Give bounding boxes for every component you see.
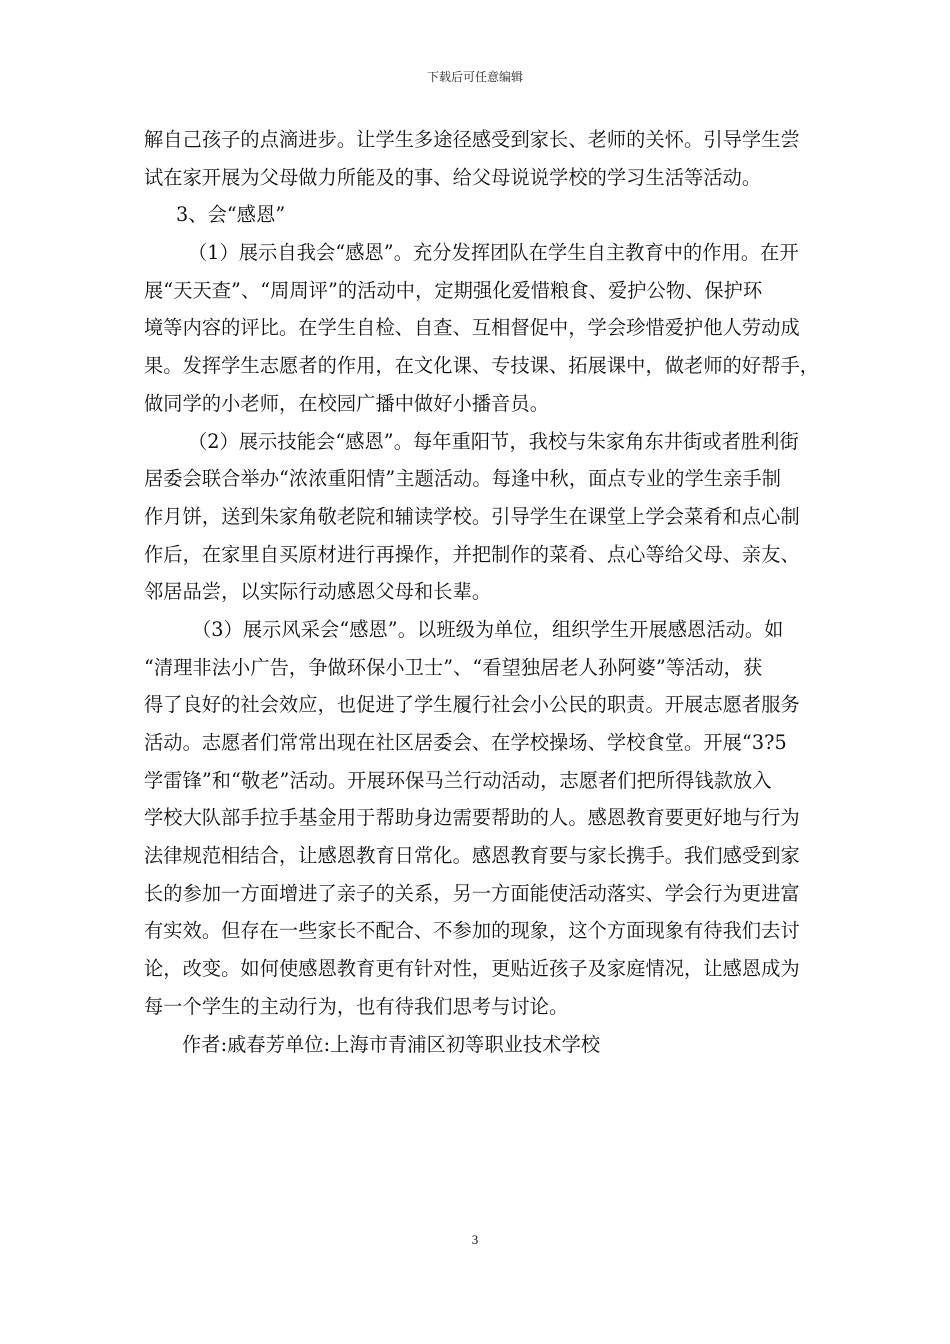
text-line: 有实效。但存在一些家长不配合、不参加的现象，这个方面现象有待我们去讨 — [144, 919, 800, 943]
text-line: 境等内容的评比。在学生自检、自查、互相督促中，学会珍惜爱护他人劳动成 — [144, 316, 800, 340]
paragraph-item-1 — [144, 234, 820, 422]
text-line: 每一个学生的主动行为，也有待我们思考与讨论。 — [144, 994, 569, 1018]
text-line: 得了良好的社会效应，也促进了学生履行社会小公民的职责。开展志愿者服务 — [144, 693, 800, 717]
text-line: 作月饼，送到朱家角敬老院和辅读学校。引导学生在课堂上学会菜肴和点心制 — [144, 504, 800, 528]
text-line: 邻居品尝，以实际行动感恩父母和长辈。 — [144, 580, 492, 604]
text-line: 解自己孩子的点滴进步。让学生多途径感受到家长、老师的关怀。引导学生尝 — [144, 128, 800, 151]
paragraph-item-2 — [144, 423, 816, 611]
text-line: 展“天天查”、“周周评”的活动中，定期强化爱惜粮食、爱护公物、保护环 — [144, 278, 763, 302]
page-number: 3 — [471, 1232, 479, 1247]
heading-line: 3、会“感恩” — [176, 203, 286, 227]
section-heading — [144, 196, 816, 234]
text-line: 试在家开展为父母做力所能及的事、给父母说说学校的学习生活等活动。 — [144, 165, 762, 189]
author-line — [144, 1026, 816, 1064]
text-line: （3）展示风采会“感恩”。以班级为单位，组织学生开展感恩活动。如 — [192, 617, 784, 641]
text-line: 学校大队部手拉手基金用于帮助身边需要帮助的人。感恩教育要更好地与行为 — [144, 806, 800, 830]
text-line: 做同学的小老师，在校园广播中做好小播音员。 — [144, 391, 550, 415]
text-line: 法律规范相结合，让感恩教育日常化。感恩教育要与家长携手。我们感受到家 — [144, 844, 800, 868]
text-line: 论，改变。如何使感恩教育更有针对性，更贴近孩子及家庭情况，让感恩成为 — [144, 957, 800, 981]
text-line: （1）展示自我会“感恩”。充分发挥团队在学生自主教育中的作用。在开 — [188, 241, 799, 265]
author-text: 作者:戚春芳单位:上海市青浦区初等职业技术学校 — [182, 1032, 601, 1056]
text-line: 活动。志愿者们常常出现在社区居委会、在学校操场、学校食堂。开展“3?5 — [144, 731, 787, 754]
text-line: 作后，在家里自买原材进行再操作，并把制作的菜肴、点心等给父母、亲友、 — [144, 542, 800, 566]
text-line: 居委会联合举办“浓浓重阳情”主题活动。每逢中秋，面点专业的学生亲手制 — [144, 467, 782, 491]
text-line: 果。发挥学生志愿者的作用，在文化课、专技课、拓展课中，做老师的好帮手， — [144, 354, 820, 378]
text-line: “清理非法小广告，争做环保小卫士”、“看望独居老人孙阿婆”等活动，获 — [144, 655, 763, 679]
document-body — [144, 121, 820, 1063]
paragraph-intro-continuation — [144, 121, 816, 196]
paragraph-item-3 — [144, 611, 816, 1026]
page-header-note: 下载后可任意编辑 — [426, 70, 523, 84]
text-line: 长的参加一方面增进了亲子的关系，另一方面能使活动落实、学会行为更进富 — [144, 881, 800, 905]
text-line: （2）展示技能会“感恩”。每年重阳节，我校与朱家角东井街或者胜利街 — [188, 429, 799, 453]
text-line: 学雷锋”和“敬老”活动。开展环保马兰行动活动，志愿者们把所得钱款放入 — [144, 768, 772, 792]
